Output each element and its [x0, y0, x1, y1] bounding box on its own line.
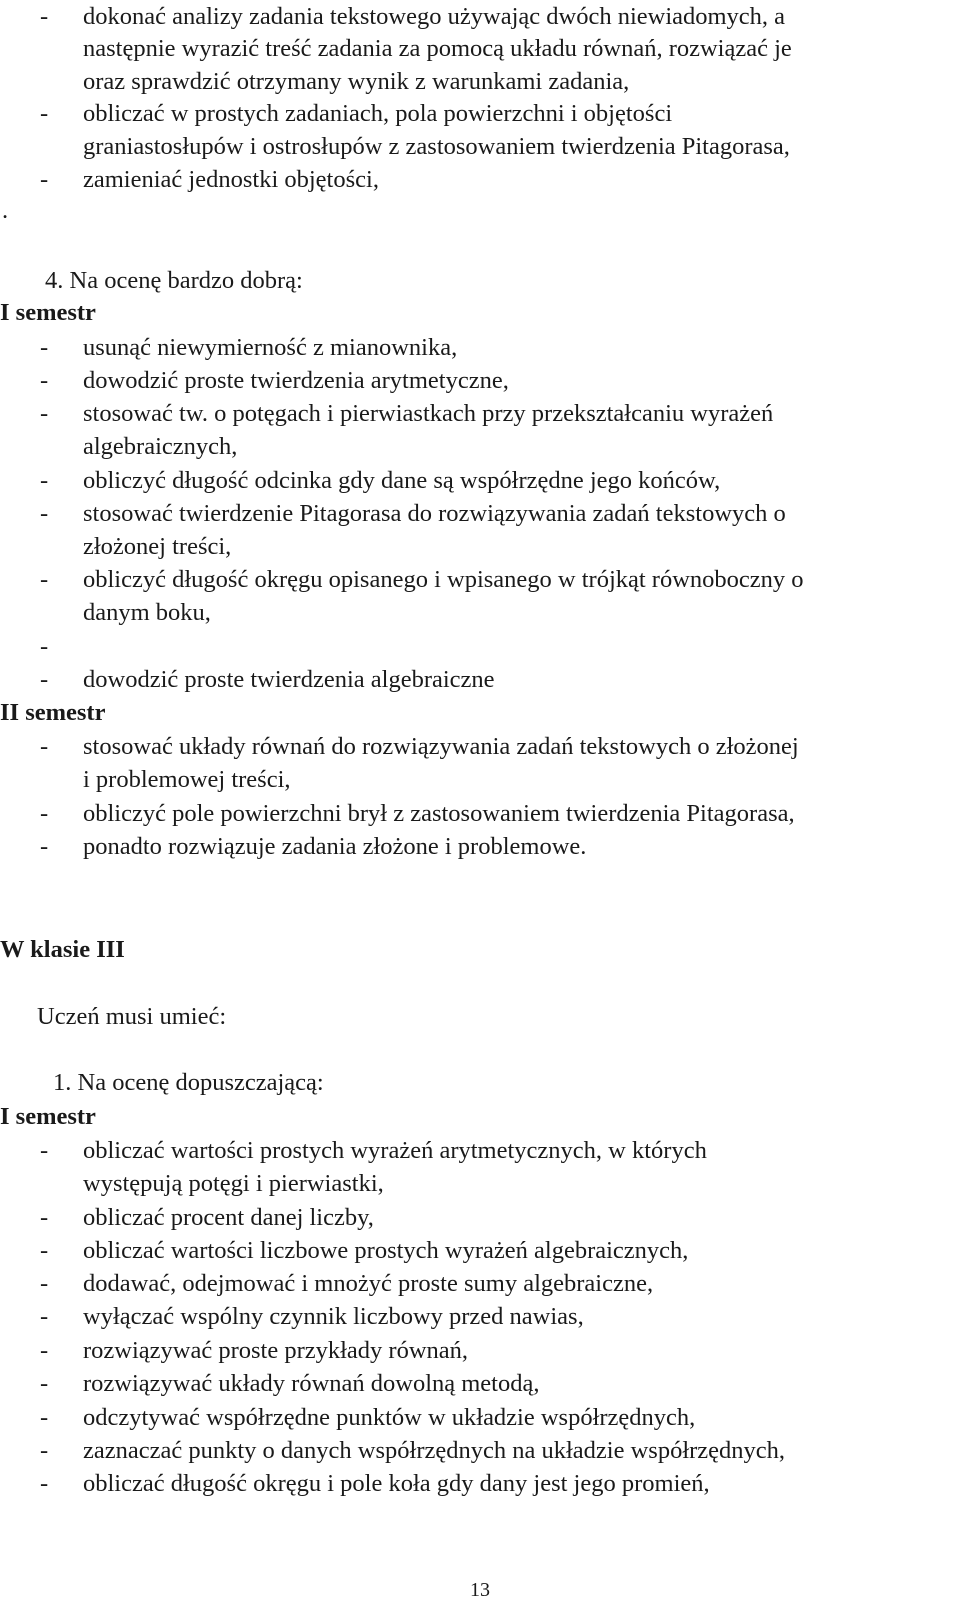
list-item-line: obliczać procent danej liczby, [83, 1204, 374, 1231]
list-item-line: zaznaczać punkty o danych współrzędnych na układzie współrzędnych, [83, 1437, 786, 1464]
list-item-line: wyłączać wspólny czynnik liczbowy przed nawias, [83, 1303, 584, 1330]
list-item-line: stosować tw. o potęgach i pierwiastkach przy przekształcaniu wyrażeń [83, 400, 774, 427]
list-item-line: obliczyć długość okręgu opisanego i wpisanego w trójkąt równoboczny o [83, 566, 804, 593]
grade-heading: 4. Na ocenę bardzo dobrą: [45, 267, 303, 294]
list-dash: - [40, 666, 49, 693]
semester-label: I semestr [0, 299, 96, 326]
list-item-line: występują potęgi i pierwiastki, [83, 1170, 384, 1197]
semester-label: I semestr [0, 1103, 96, 1130]
list-item-line: graniastosłupów i ostrosłupów z zastosowaniem twierdzenia Pitagorasa, [83, 133, 790, 160]
list-item-line: rozwiązywać proste przykłady równań, [83, 1337, 469, 1364]
list-item-line: następnie wyrazić treść zadania za pomocą układu równań, rozwiązać je [83, 35, 792, 62]
list-dash: - [40, 1370, 49, 1397]
list-item-line: dokonać analizy zadania tekstowego używając dwóch niewiadomych, a [83, 3, 786, 30]
list-dash: - [40, 1137, 49, 1164]
list-item-line: obliczać w prostych zadaniach, pola powierzchni i objętości [83, 100, 673, 127]
intro-text: Uczeń musi umieć: [37, 1003, 227, 1030]
list-item-line: i problemowej treści, [83, 766, 291, 793]
list-item-line: odczytywać współrzędne punktów w układzie współrzędnych, [83, 1404, 696, 1431]
list-item-line: stosować twierdzenie Pitagorasa do rozwiązywania zadań tekstowych o [83, 500, 786, 527]
semester-label: II semestr [0, 699, 106, 726]
list-dash: - [40, 1204, 49, 1231]
list-item-line: stosować układy równań do rozwiązywania zadań tekstowych o złożonej [83, 733, 799, 760]
page-number: 13 [470, 1579, 490, 1601]
list-item-line: usunąć niewymierność z mianownika, [83, 334, 458, 361]
list-item-line: złożonej treści, [83, 533, 232, 560]
list-item-line: zamieniać jednostki objętości, [83, 166, 379, 193]
list-item-line: algebraicznych, [83, 433, 238, 460]
list-item-line: rozwiązywać układy równań dowolną metodą, [83, 1370, 540, 1397]
list-dash: - [40, 1303, 49, 1330]
list-dash: - [40, 3, 49, 30]
list-item-line: dowodzić proste twierdzenia arytmetyczne, [83, 367, 509, 394]
list-dash: - [40, 166, 49, 193]
list-dash: - [40, 334, 49, 361]
list-dash: - [40, 633, 49, 660]
list-item-line: dowodzić proste twierdzenia algebraiczne [83, 666, 495, 693]
section-heading: W klasie III [0, 936, 125, 963]
list-item-line: dodawać, odejmować i mnożyć proste sumy algebraiczne, [83, 1270, 654, 1297]
stray-dot: . [2, 197, 9, 224]
list-dash: - [40, 800, 49, 827]
list-dash: - [40, 833, 49, 860]
list-dash: - [40, 1404, 49, 1431]
list-dash: - [40, 733, 49, 760]
grade-heading: 1. Na ocenę dopuszczającą: [53, 1069, 324, 1096]
list-dash: - [40, 367, 49, 394]
list-dash: - [40, 566, 49, 593]
list-item-line: obliczyć długość odcinka gdy dane są współrzędne jego końców, [83, 467, 721, 494]
list-item-line: obliczyć pole powierzchni brył z zastosowaniem twierdzenia Pitagorasa, [83, 800, 795, 827]
list-item-line: ponadto rozwiązuje zadania złożone i problemowe. [83, 833, 587, 860]
list-dash: - [40, 467, 49, 494]
list-item-line: oraz sprawdzić otrzymany wynik z warunkami zadania, [83, 68, 630, 95]
list-dash: - [40, 1337, 49, 1364]
list-dash: - [40, 1237, 49, 1264]
list-dash: - [40, 1437, 49, 1464]
list-item-line: obliczać wartości liczbowe prostych wyrażeń algebraicznych, [83, 1237, 689, 1264]
list-dash: - [40, 100, 49, 127]
list-dash: - [40, 500, 49, 527]
list-item-line: obliczać wartości prostych wyrażeń arytmetycznych, w których [83, 1137, 707, 1164]
list-item-line: obliczać długość okręgu i pole koła gdy dany jest jego promień, [83, 1470, 710, 1497]
list-dash: - [40, 400, 49, 427]
list-dash: - [40, 1270, 49, 1297]
list-item-line: danym boku, [83, 599, 211, 626]
list-dash: - [40, 1470, 49, 1497]
